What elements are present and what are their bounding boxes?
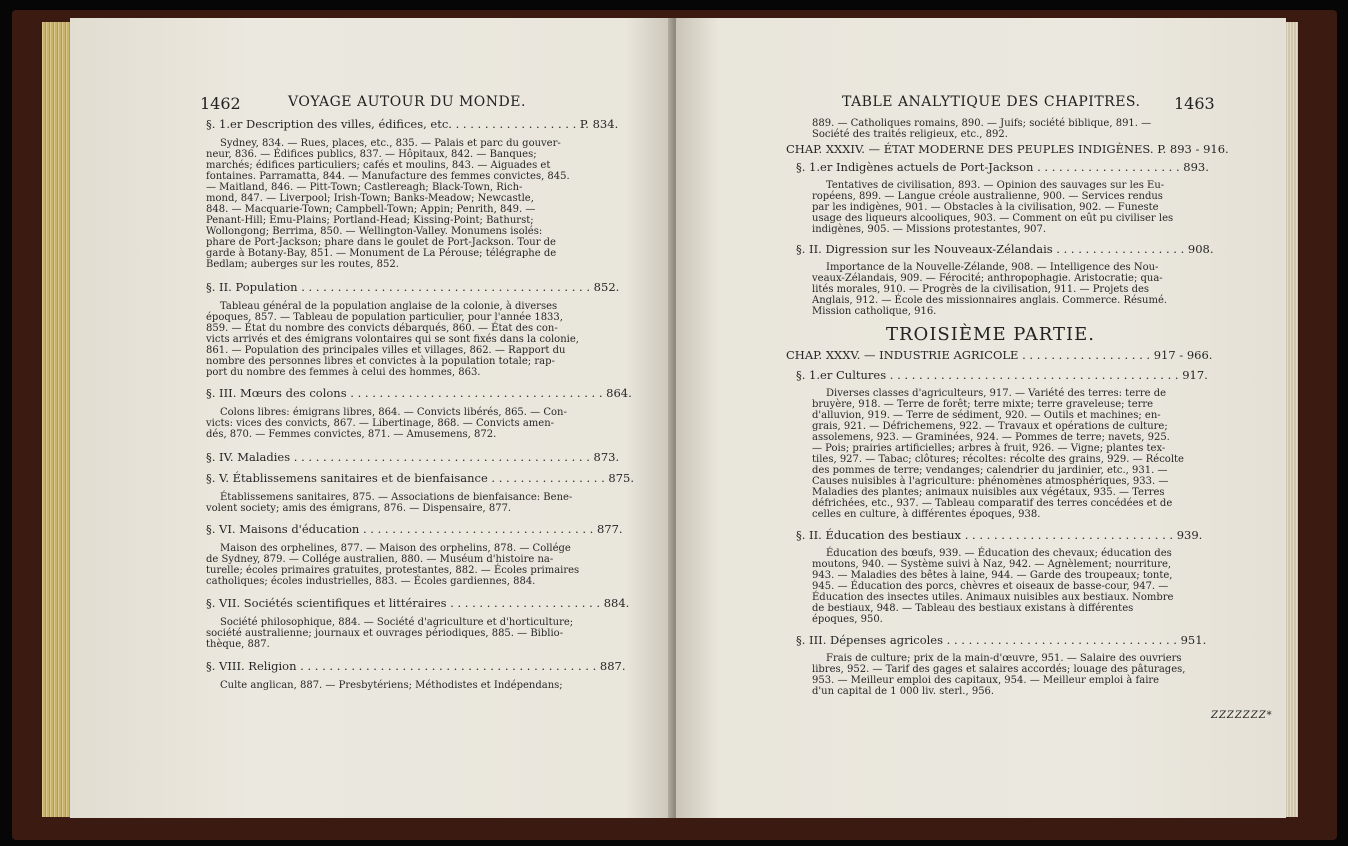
toc-line: — Pois; prairies artificielles; arbres à fruit, 926. — Vigne; plantes tex-: [812, 443, 1166, 454]
toc-line: Maison des orphelines, 877. — Maison des orphelins, 878. — Collége: [220, 543, 571, 554]
toc-line: libres, 952. — Tarif des gages et salaires accordés; louage des pâturages,: [812, 664, 1186, 675]
toc-line: époques, 950.: [812, 614, 883, 625]
toc-line: 889. — Catholiques romains, 890. — Juifs; société biblique, 891. —: [812, 118, 1152, 129]
toc-entry: §. II. Digression sur les Nouveaux-Zélandais . . . . . . . . . . . . . . . . . . 908.: [796, 242, 1214, 256]
toc-line: d'un capital de 1 000 liv. sterl., 956.: [812, 686, 995, 697]
chapter-heading: CHAP. XXXV. — INDUSTRIE AGRICOLE . . . . . . . . . . . . . . . . . . 917 - 966.: [786, 348, 1213, 362]
toc-line: moutons, 940. — Système suivi à Naz, 942. — Agnèlement; nourriture,: [812, 559, 1172, 570]
toc-entry: §. VI. Maisons d'éducation . . . . . . . . . . . . . . . . . . . . . . . . . . . . . . . . 877.: [206, 522, 623, 536]
toc-line: Colons libres: émigrans libres, 864. — Convicts libérés, 865. — Con-: [220, 407, 567, 418]
toc-entry: §. II. Éducation des bestiaux . . . . . . . . . . . . . . . . . . . . . . . . . . . . . 939.: [796, 528, 1203, 542]
toc-entry: §. III. Mœurs des colons . . . . . . . . . . . . . . . . . . . . . . . . . . . . . . . . . . . 864.: [206, 386, 632, 400]
toc-line: celles en culture, à différentes époques, 938.: [812, 509, 1041, 520]
toc-line: Wollongong; Berrima, 850. — Wellington-Valley. Monumens isolés:: [206, 226, 543, 237]
signature-mark: ZZZZZZZ*: [1211, 710, 1273, 721]
toc-line: des pommes de terre; vendanges; calendrier du jardinier, etc., 931. —: [812, 465, 1168, 476]
toc-line: dés, 870. — Femmes convictes, 871. — Amusemens, 872.: [206, 429, 497, 440]
right-page: [676, 18, 1286, 818]
toc-line: phare de Port-Jackson; phare dans le goulet de Port-Jackson. Tour de: [206, 237, 556, 248]
toc-line: Frais de culture; prix de la main-d'œuvre, 951. — Salaire des ouvriers: [826, 653, 1182, 664]
toc-line: thèque, 887.: [206, 639, 270, 650]
toc-line: Établissemens sanitaires, 875. — Associations de bienfaisance: Bene-: [220, 492, 573, 503]
toc-line: société australienne; journaux et ouvrages périodiques, 885. — Biblio-: [206, 628, 564, 639]
toc-line: 953. — Meilleur emploi des capitaux, 954. — Meilleur emploi à faire: [812, 675, 1160, 686]
toc-entry: §. 1.er Description des villes, édifices, etc. . . . . . . . . . . . . . . . . . P. 834.: [206, 117, 619, 131]
toc-line: victs arrivés et des émigrans volontaires qui se sont fixés dans la colonie,: [206, 334, 579, 345]
toc-line: 859. — État du nombre des convicts débarqués, 860. — État des con-: [206, 323, 558, 334]
toc-line: de bestiaux, 948. — Tableau des bestiaux existans à différentes: [812, 603, 1134, 614]
toc-line: Éducation des bœufs, 939. — Éducation des chevaux; éducation des: [826, 548, 1172, 559]
toc-line: — Maitland, 846. — Pitt-Town; Castlereagh; Black-Town, Rich-: [206, 182, 523, 193]
left-page: [70, 18, 674, 818]
toc-line: tiles, 927. — Tabac; clôtures; récoltes: récolte des grains, 929. — Récolte: [812, 454, 1184, 465]
toc-line: mond, 847. — Liverpool; Irish-Town; Banks-Meadow; Newcastle,: [206, 193, 534, 204]
toc-entry: §. V. Établissemens sanitaires et de bienfaisance . . . . . . . . . . . . . . . . 875.: [206, 471, 634, 485]
toc-line: d'alluvion, 919. — Terre de sédiment, 920. — Outils et machines; en-: [812, 410, 1161, 421]
part-title: TROISIÈME PARTIE.: [886, 324, 1095, 345]
toc-line: garde à Botany-Bay, 851. — Monument de La Pérouse; télégraphe de: [206, 248, 557, 259]
toc-line: grais, 921. — Défrichemens, 922. — Travaux et opérations de culture;: [812, 421, 1168, 432]
toc-line: marchés; édifices particuliers; cafés et moulins, 843. — Aiguades et: [206, 160, 551, 171]
toc-line: Société des traités religieux, etc., 892.: [812, 129, 1008, 140]
toc-line: catholiques; écoles industrielles, 883. — Écoles gardiennes, 884.: [206, 576, 536, 587]
toc-line: neur, 836. — Édifices publics, 837. — Hôpitaux, 842. — Banques;: [206, 149, 537, 160]
toc-line: Anglais, 912. — École des missionnaires anglais. Commerce. Résumé.: [812, 295, 1168, 306]
toc-entry: §. 1.er Cultures . . . . . . . . . . . . . . . . . . . . . . . . . . . . . . . . . . . . . . . . 917.: [796, 368, 1208, 382]
chapter-heading: CHAP. XXXIV. — ÉTAT MODERNE DES PEUPLES INDIGÈNES. P. 893 - 916.: [786, 142, 1229, 156]
toc-line: par les indigènes, 901. — Obstacles à la civilisation, 902. — Funeste: [812, 202, 1159, 213]
toc-line: Mission catholique, 916.: [812, 306, 937, 317]
toc-line: époques, 857. — Tableau de population particulier, pour l'année 1833,: [206, 312, 563, 323]
toc-entry: §. II. Population . . . . . . . . . . . . . . . . . . . . . . . . . . . . . . . . . . . . . . . . 852.: [206, 280, 620, 294]
toc-line: lités morales, 910. — Progrès de la civilisation, 911. — Projets des: [812, 284, 1150, 295]
toc-line: fontaines. Parramatta, 844. — Manufacture des femmes convictes, 845.: [206, 171, 570, 182]
toc-line: Penant-Hill; Emu-Plains; Portland-Head; Kissing-Point; Bathurst;: [206, 215, 534, 226]
toc-line: indigènes, 905. — Missions protestantes, 907.: [812, 224, 1047, 235]
toc-line: défrichées, etc., 937. — Tableau comparatif des terres concédées et de: [812, 498, 1173, 509]
toc-line: de Sydney, 879. — Collége australien, 880. — Muséum d'histoire na-: [206, 554, 554, 565]
page-number-right: 1463: [1174, 94, 1215, 113]
toc-line: bruyère, 918. — Terre de forêt; terre mixte; terre graveleuse; terre: [812, 399, 1154, 410]
toc-line: ropéens, 899. — Langue créole australienne, 900. — Services rendus: [812, 191, 1163, 202]
running-head-left: VOYAGE AUTOUR DU MONDE.: [288, 94, 526, 110]
toc-line: Sydney, 834. — Rues, places, etc., 835. — Palais et parc du gouver-: [220, 138, 561, 149]
toc-line: port du nombre des femmes à celui des hommes, 863.: [206, 367, 481, 378]
toc-line: 943. — Maladies des bêtes à laine, 944. — Garde des troupeaux; tonte,: [812, 570, 1173, 581]
page-edges-left: [42, 22, 72, 817]
page-edges-right: [1284, 22, 1298, 817]
toc-line: Culte anglican, 887. — Presbytériens; Méthodistes et Indépendans;: [220, 680, 563, 691]
toc-line: Éducation des insectes utiles. Animaux nuisibles aux bestiaux. Nombre: [812, 592, 1174, 603]
toc-line: Bedlam; auberges sur les routes, 852.: [206, 259, 399, 270]
toc-entry: §. 1.er Indigènes actuels de Port-Jackson . . . . . . . . . . . . . . . . . . . . 893.: [796, 160, 1209, 174]
toc-line: 848. — Macquarie-Town; Campbell-Town; Appin; Penrith, 849. —: [206, 204, 536, 215]
toc-line: 945. — Éducation des porcs, chèvres et oiseaux de basse-cour, 947. —: [812, 581, 1169, 592]
toc-line: Importance de la Nouvelle-Zélande, 908. — Intelligence des Nou-: [826, 262, 1159, 273]
toc-line: assolemens, 923. — Graminées, 924. — Pommes de terre; navets, 925.: [812, 432, 1170, 443]
toc-line: 861. — Population des principales villes et villages, 862. — Rapport du: [206, 345, 566, 356]
toc-line: Maladies des plantes; animaux nuisibles aux végétaux, 935. — Terres: [812, 487, 1165, 498]
toc-line: Société philosophique, 884. — Société d'agriculture et d'horticulture;: [220, 617, 574, 628]
toc-entry: §. VIII. Religion . . . . . . . . . . . . . . . . . . . . . . . . . . . . . . . . . . . . . . . . . 887.: [206, 659, 626, 673]
toc-line: Tentatives de civilisation, 893. — Opinion des sauvages sur les Eu-: [826, 180, 1165, 191]
toc-line: victs: vices des convicts, 867. — Libertinage, 868. — Convicts amen-: [206, 418, 555, 429]
toc-line: Causes nuisibles à l'agriculture: phénomènes atmosphériques, 933. —: [812, 476, 1169, 487]
toc-line: nombre des personnes libres et convictes à la population totale; rap-: [206, 356, 555, 367]
toc-line: usage des liqueurs alcooliques, 903. — Comment on eût pu civiliser les: [812, 213, 1174, 224]
toc-entry: §. III. Dépenses agricoles . . . . . . . . . . . . . . . . . . . . . . . . . . . . . . . . 951.: [796, 633, 1207, 647]
toc-entry: §. IV. Maladies . . . . . . . . . . . . . . . . . . . . . . . . . . . . . . . . . . . . . . . . . 873.: [206, 450, 620, 464]
toc-line: turelle; écoles primaires gratuites, protestantes, 882. — Écoles primaires: [206, 565, 580, 576]
toc-entry: §. VII. Sociétés scientifiques et littéraires . . . . . . . . . . . . . . . . . . . . . 884.: [206, 596, 630, 610]
toc-line: Diverses classes d'agriculteurs, 917. — Variété des terres: terre de: [826, 388, 1167, 399]
page-number-left: 1462: [200, 94, 241, 113]
toc-line: veaux-Zélandais, 909. — Férocité; anthropophagie. Aristocratie; qua-: [812, 273, 1163, 284]
running-head-right: TABLE ANALYTIQUE DES CHAPITRES.: [842, 94, 1141, 110]
toc-line: volent society; amis des émigrans, 876. — Dispensaire, 877.: [206, 503, 512, 514]
toc-line: Tableau général de la population anglaise de la colonie, à diverses: [220, 301, 558, 312]
